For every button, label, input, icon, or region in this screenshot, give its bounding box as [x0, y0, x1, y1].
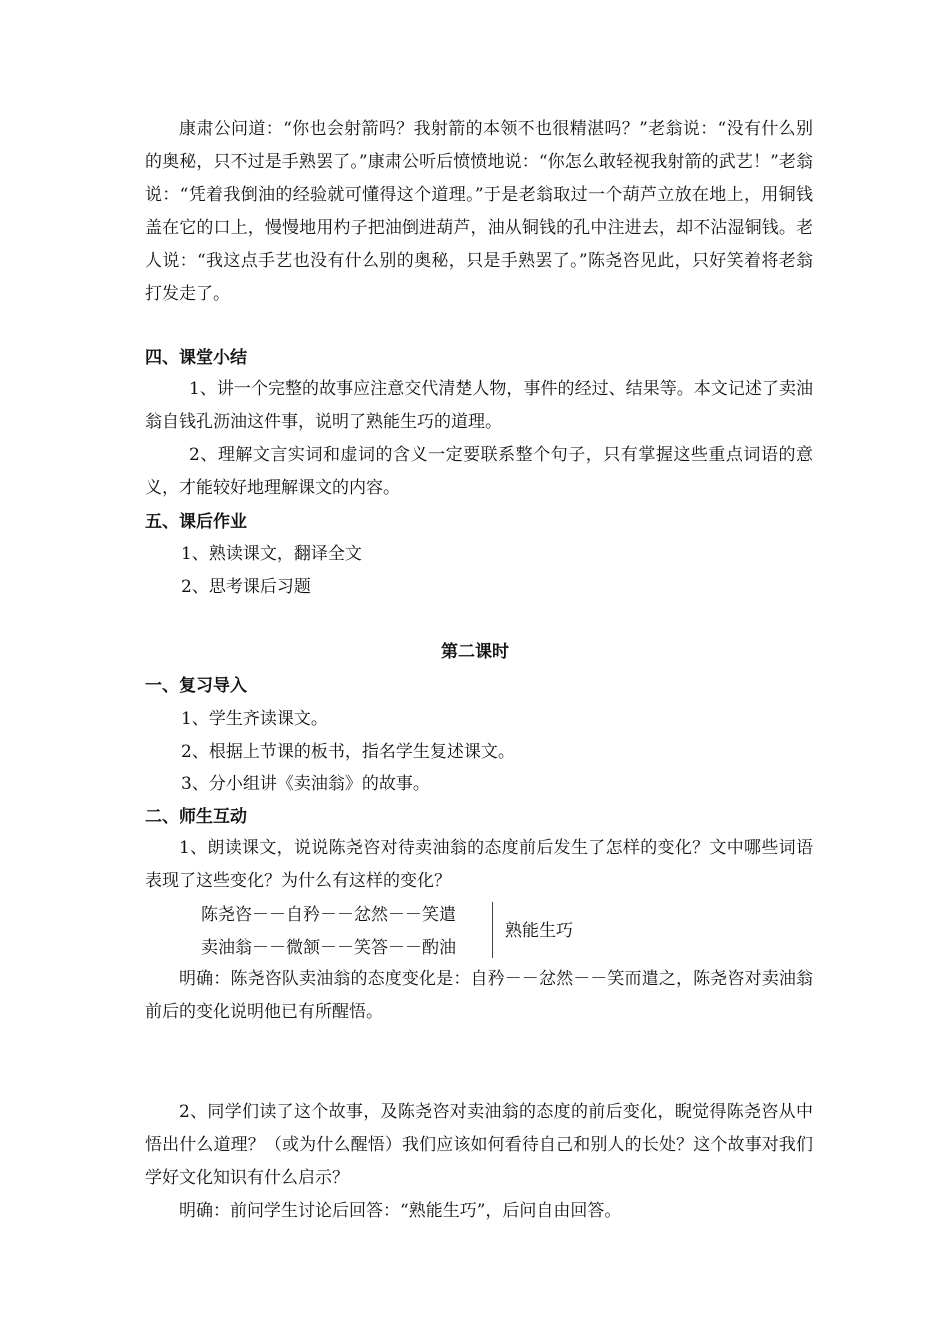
summary-point-2: 2、理解文言实词和虚词的含义一定要联系整个句子，只有掌握这些重点词语的意义，才能较好地理解课文的内容。 [145, 445, 813, 498]
answer-1-block [145, 963, 813, 1029]
summary-block [145, 373, 813, 505]
board-divider [492, 902, 493, 958]
story-paragraph: 康肃公问道：“你也会射箭吗？我射箭的本领不也很精湛吗？”老翁说：“没有什么别的奥秘，只不过是手熟罢了。”康肃公听后愤愤地说：“你怎么敢轻视我射箭的武艺！”老翁说：“凭着我倒油的经验就可懂得这个道理。”于是老翁取过一个葫芦立放在地上，用铜钱盖在它的口上，慢慢地用杓子把油倒进葫芦，油从铜钱的孔中注进去，却不沾湿铜钱。老人说：“我这点手艺也没有什么别的奥秘，只是手熟罢了。”陈尧咨见此，只好笑着将老翁打发走了。 [145, 119, 813, 304]
section-heading-review: 一、复习导入 [145, 676, 247, 696]
homework-item-2: 2、思考课后习题 [181, 577, 311, 597]
answer-1: 明确：陈尧咨队卖油翁的态度变化是：自矜－－忿然－－笑而遣之，陈尧咨对卖油翁前后的变化说明他已有所醒悟。 [145, 969, 813, 1022]
section-heading-homework: 五、课后作业 [145, 512, 247, 532]
question-2: 2、同学们读了这个故事，及陈尧咨对卖油翁的态度的前后变化，睨觉得陈尧咨从中悟出什么道理？（或为什么醒悟）我们应该如何看待自己和别人的长处？这个故事对我们学好文化知识有什么启示？ [145, 1102, 813, 1188]
question-1: 1、朗读课文，说说陈尧咨对待卖油翁的态度前后发生了怎样的变化？文中哪些词语表现了这些变化？为什么有这样的变化？ [145, 838, 813, 891]
homework-item-1: 1、熟读课文，翻译全文 [181, 544, 362, 564]
story-paragraph-block [145, 113, 813, 311]
lesson-title: 第二课时 [441, 642, 509, 662]
board-result: 熟能生巧 [505, 921, 573, 941]
question-1-block [145, 832, 813, 898]
board-row-oil-seller: 卖油翁－－微颔－－笑答－－酌油 [201, 938, 456, 958]
board-row-chen: 陈尧咨－－自矜－－忿然－－笑遣 [201, 905, 456, 925]
summary-point-1: 1、讲一个完整的故事应注意交代清楚人物，事件的经过、结果等。本文记述了卖油翁自钱孔沥油这件事，说明了熟能生巧的道理。 [145, 379, 813, 432]
section-heading-summary: 四、课堂小结 [145, 348, 247, 368]
review-item-2: 2、根据上节课的板书，指名学生复述课文。 [181, 742, 515, 762]
answer-2: 明确：前问学生讨论后回答：“熟能生巧”，后问自由回答。 [179, 1201, 622, 1221]
question-2-block [145, 1096, 813, 1228]
review-item-3: 3、分小组讲《卖油翁》的故事。 [181, 774, 430, 794]
section-heading-interaction: 二、师生互动 [145, 807, 247, 827]
review-item-1: 1、学生齐读课文。 [181, 709, 328, 729]
